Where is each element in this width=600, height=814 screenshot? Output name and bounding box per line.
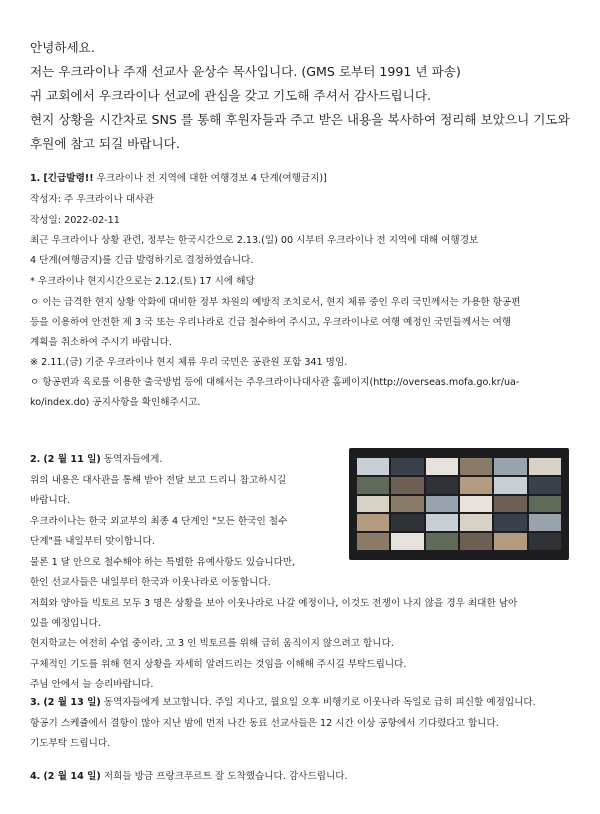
section-date: (2 월 13 일) [43,697,101,708]
section-4-heading [30,768,348,786]
participant-tile [391,477,423,494]
section-1-heading [30,170,327,188]
participant-tile [460,458,492,475]
section-number: 2. [30,454,41,465]
body-line: ※ 2.11.(금) 기준 우크라이나 현지 체류 우리 국민은 공관원 포함 341 명임. [30,357,348,368]
body-line: * 우크라이나 현지시간으로는 2.12.(토) 17 시에 해당 [30,276,255,287]
body-line: 바랍니다. [30,495,71,506]
participant-tile [460,533,492,550]
date-line: 작성일: 2022-02-11 [30,215,120,226]
participant-tile [529,533,561,550]
participant-tile [391,533,423,550]
body-line: 단계"를 내일부터 맞이합니다. [30,536,155,547]
body-line: 주님 안에서 늘 승리바랍니다. [30,679,154,690]
participant-tile [391,514,423,531]
participant-tile [460,514,492,531]
intro-line: 귀 교회에서 우크라이나 선교에 관심을 갖고 기도해 주셔서 감사드립니다. [30,88,431,103]
participant-tile [357,514,389,531]
body-line: 기도부탁 드립니다. [30,738,111,749]
section-3-heading [30,694,536,712]
body-line: 최근 우크라이나 상황 관련, 정부는 한국시간으로 2.13.(일) 00 시부터 우크라이나 전 지역에 대해 여행경보 [30,235,479,246]
participant-tile [357,458,389,475]
participant-tile [460,477,492,494]
body-line: 있을 예정입니다. [30,618,101,629]
participant-tile [391,458,423,475]
section-number: 4. [30,771,41,782]
body-line: 위의 내용은 대사관을 통해 받아 전달 보고 드리니 참고하시길 [30,475,287,486]
section-heading-text: 동역자들에게 보고합니다. 주일 지나고, 월요일 오후 비행기로 이웃나라 독일로 급히 피신할 예정입니다. [100,697,536,708]
section-heading-text: 동역자들에게. [100,454,163,465]
section-number: 1. [30,173,41,184]
body-line: 저희와 양아들 빅토르 모두 3 명은 상황을 보아 이웃나라로 나갈 예정이나, 이것도 전쟁이 나지 않을 경우 최대한 남아 [30,598,518,609]
body-line: 등을 이용하여 안전한 제 3 국 또는 우리나라로 긴급 철수하여 주시고, 우크라이나로 여행 예정인 국민들께서는 여행 [30,317,512,328]
author-line: 작성자: 주 우크라이나 대사관 [30,194,154,205]
participant-tile [494,477,526,494]
participant-tile [529,458,561,475]
participant-tile [494,514,526,531]
section-date: (2 월 14 일) [43,771,101,782]
participant-tile [529,514,561,531]
participant-tile [357,477,389,494]
body-line: 물론 1 달 안으로 철수해야 하는 특별한 유예사항도 있습니다만, [30,557,296,568]
body-line: 현지학교는 여전히 수업 중이라, 고 3 인 빅토르를 위해 급히 움직이지 않으려고 합니다. [30,638,394,649]
participant-tile [494,496,526,513]
notice-title: 우크라이나 전 지역에 대한 여행경보 4 단계(여행금지)] [93,173,327,184]
body-line: 항공기 스케쥴에서 결항이 많아 지난 밤에 먼저 나간 동료 선교사들은 12 시간 이상 공항에서 기다렸다고 합니다. [30,718,499,729]
participant-tile [426,514,458,531]
intro-line: 후원에 참고 되길 바랍니다. [30,136,180,151]
participant-tile [426,533,458,550]
section-2-heading [30,451,162,469]
participant-tile [357,533,389,550]
video-call-screenshot [349,448,569,560]
section-date: (2 월 11 일) [43,454,101,465]
body-line: 계획을 취소하여 주시기 바랍니다. [30,337,172,348]
intro-line: 현지 상황을 시간차로 SNS 를 통해 후원자들과 주고 받은 내용을 복사하여 정리해 보았으니 기도와 [30,112,570,127]
body-line: 4 단계(여행금지)를 긴급 발령하기로 결정하였습니다. [30,255,254,266]
participant-tile [426,458,458,475]
participant-tile [529,477,561,494]
participant-tile [460,496,492,513]
section-heading-text: 저희들 방금 프랑크푸르트 잘 도착했습니다. 감사드립니다. [100,771,348,782]
intro-line: 안녕하세요. [30,40,95,55]
body-line: 우크라이나는 한국 외교부의 최종 4 단계인 "모든 한국인 철수 [30,516,288,527]
urgent-label: [긴급발령!! [43,173,94,184]
body-line: ㅇ 항공편과 육로를 이용한 출국방법 등에 대해서는 주우크라이나대사관 홈페이지(http://overseas.mofa.go.kr/ua- [30,377,520,388]
body-line: ㅇ 이는 급격한 현지 상황 악화에 대비한 정부 차원의 예방적 조치로서, 현지 체류 중인 우리 국민께서는 가용한 항공편 [30,297,521,308]
participant-tile [357,496,389,513]
body-line: 한인 선교사들은 내일부터 한국과 이웃나라로 이동합니다. [30,577,271,588]
participant-tile [494,533,526,550]
intro-line: 저는 우크라이나 주재 선교사 윤상수 목사입니다. (GMS 로부터 1991 년 파송) [30,64,461,79]
section-number: 3. [30,697,41,708]
participant-tile [529,496,561,513]
participant-tile [494,458,526,475]
participant-tile [426,477,458,494]
participant-tile [391,496,423,513]
participant-tile [426,496,458,513]
body-line: ko/index.do) 공지사항을 확인해주시고. [30,397,201,408]
body-line: 구체적인 기도를 위해 현지 상황을 자세히 알려드리는 것임을 이해해 주시길 부탁드립니다. [30,659,407,670]
